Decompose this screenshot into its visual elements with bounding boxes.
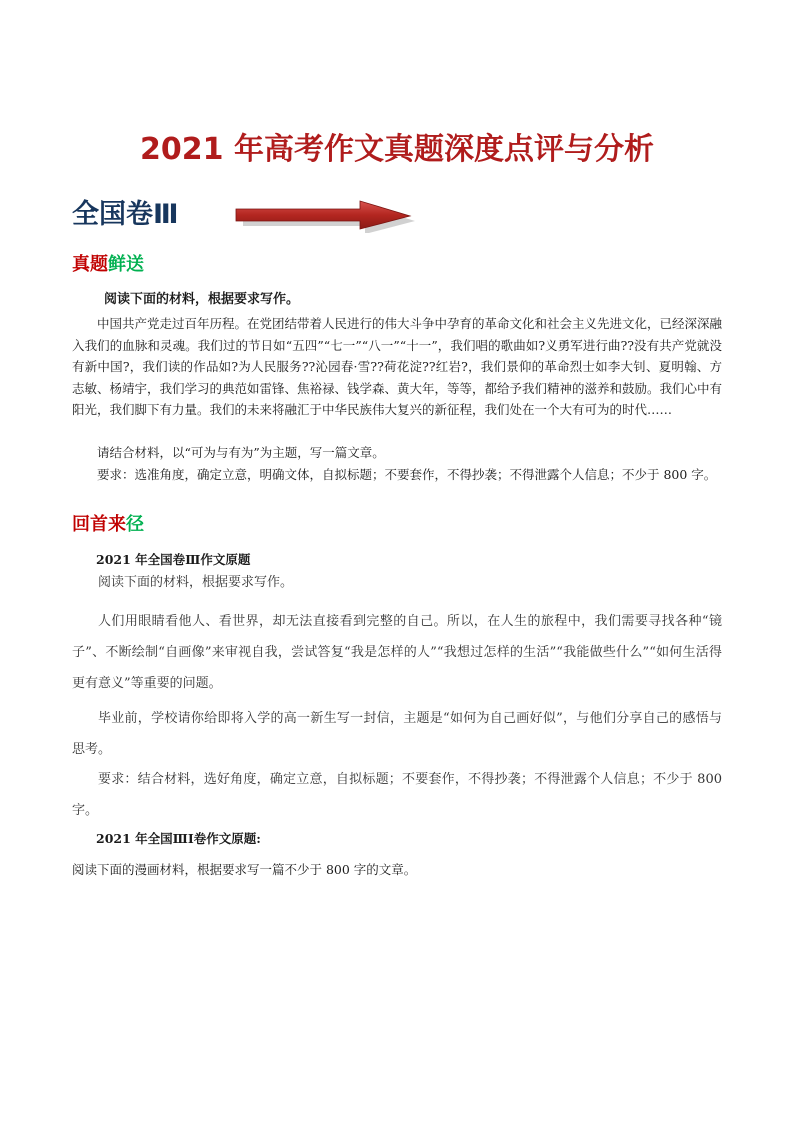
original-paragraph: 人们用眼睛看他人、看世界，却无法直接看到完整的自己。所以，在人生的旅程中，我们需要寻找各种“镜子”、不断绘制“自画像”来审视自我，尝试答复“我是怎样的人”“我想过怎样的生活”“我能做些什么”“如何生活得更有意义”等重要的问题。	[72, 614, 722, 691]
original-paragraph: 阅读下面的材料，根据要求写作。	[98, 575, 294, 590]
section-header	[72, 193, 372, 237]
heading-part-b: 鲜送	[108, 254, 144, 275]
heading-real-questions	[72, 252, 144, 278]
heading-look-back	[72, 512, 144, 538]
material-paragraph: 中国共产党走过百年历程。在党团结带着人民进行的伟大斗争中孕育的革命文化和社会主义先进文化，已经深深融入我们的血脉和灵魂。我们过的节日如“五四”“七一”“八一”“十一”，我们唱的歌曲如?义勇军进行曲??没有共产党就没有新中国?，我们读的作品如?为人民服务??沁园春·雪??荷花淀??红岩?，我们景仰的革命烈士如李大钊、夏明翰、方志敏、杨靖宇，我们学习的典范如雷锋、焦裕禄、钱学森、黄大年，等等，都给予我们精神的滋养和鼓励。我们心中有阳光，我们脚下有力量。我们的未来将融汇于中华民族伟大复兴的新征程，我们处在一个大有可为的时代……	[72, 316, 723, 417]
heading-part-b: 径	[126, 514, 144, 535]
document-title: 2021 年高考作文真题深度点评与分析	[140, 132, 654, 167]
original-question-title: 2021 年全国卷Ⅲ作文原题	[96, 552, 251, 567]
task-paragraph: 请结合材料，以“可为与有为”为主题，写一篇文章。	[97, 445, 385, 460]
section-name: 全国卷Ⅲ	[72, 199, 179, 230]
heading-part-a: 真题	[72, 254, 108, 275]
instruction-text: 阅读下面的材料，根据要求写作。	[104, 292, 300, 307]
heading-part-a: 回首来	[72, 514, 126, 535]
original-paragraph: 毕业前，学校请你给即将入学的高一新生写一封信，主题是“如何为自己画好似”，与他们分享自己的感悟与思考。	[72, 711, 722, 757]
original-paragraph-2: 阅读下面的漫画材料，根据要求写一篇不少于 800 字的文章。	[72, 862, 417, 877]
right-arrow-icon	[234, 199, 418, 233]
requirements-paragraph: 要求：选准角度，确定立意，明确文体，自拟标题；不要套作，不得抄袭；不得泄露个人信息；不少于 800 字。	[97, 467, 717, 482]
original-paragraph: 要求：结合材料，选好角度，确定立意，自拟标题；不要套作，不得抄袭；不得泄露个人信息；不少于 800 字。	[72, 772, 722, 818]
original-question-title-2: 2021 年全国ⅢⅠ卷作文原题:	[96, 831, 261, 846]
